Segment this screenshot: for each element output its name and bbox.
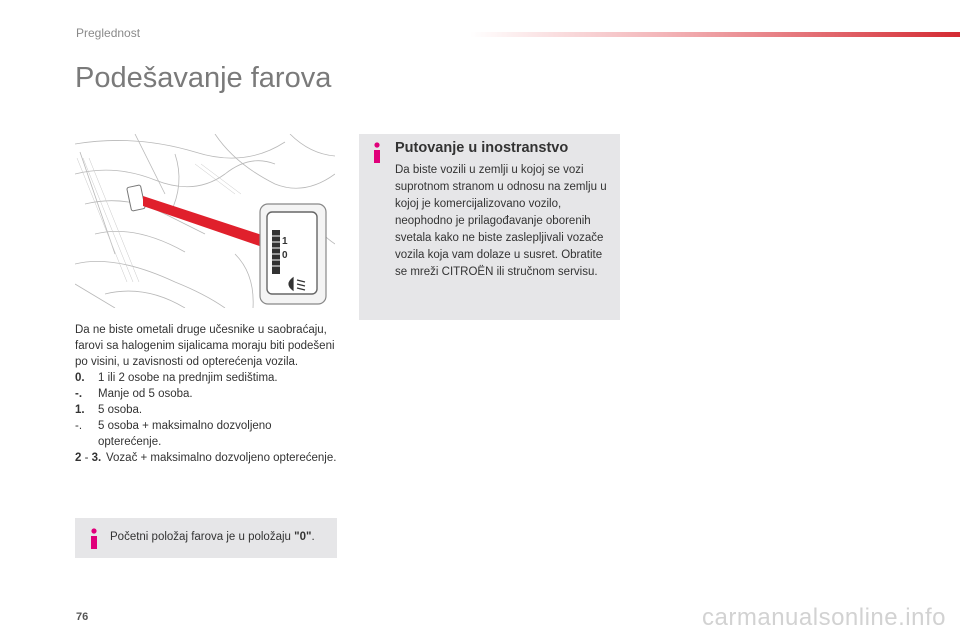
- item-text: 5 osoba.: [98, 404, 143, 416]
- item-text: Manje od 5 osoba.: [98, 388, 193, 400]
- item-text: 1 ili 2 osobe na prednjim sedištima.: [98, 372, 278, 384]
- list-item: [75, 450, 337, 466]
- watermark: carmanualsonline.info: [702, 604, 946, 631]
- item-key: -.: [75, 388, 83, 400]
- list-item: [75, 418, 337, 450]
- item-key: -.: [75, 420, 83, 432]
- sidebar-text: Da biste vozili u zemlji u kojoj se vozi suprotnom stranom u odnosu na zemlju u kojoj je komercijalizovano vozilo, neophodno je prilagođavanje oborenih svetala kako ne biste zaslepljivali vozače vozila koja vam dolaze u susret. Obratite se mreži CITROËN ili stručnom servisu.: [395, 164, 607, 278]
- item-key: [75, 450, 101, 466]
- list-item: [75, 370, 337, 386]
- note-text-value: "0": [294, 531, 312, 543]
- note-box: [75, 518, 337, 558]
- header-accent-bar: [470, 32, 960, 37]
- sidebar-title: Putovanje u inostranstvo: [395, 140, 569, 156]
- sidebar-box: [359, 134, 620, 320]
- headlamp-adjustment-illustration: [75, 134, 335, 308]
- item-text: Vozač + maksimalno dozvoljeno opterećenje.: [106, 452, 337, 464]
- section-label: Preglednost: [76, 26, 141, 40]
- note-text-suffix: .: [311, 531, 315, 543]
- item-key-b: 3.: [91, 452, 102, 464]
- page-title: Podešavanje farova: [75, 62, 332, 94]
- page-number: 76: [76, 611, 89, 623]
- note-text: [110, 531, 315, 543]
- item-text: 5 osoba + maksimalno dozvoljeno opterećenje.: [98, 420, 272, 448]
- info-icon: [371, 142, 383, 164]
- item-key: 0.: [75, 372, 85, 384]
- note-text-prefix: Početni položaj farova je u položaju: [110, 531, 295, 543]
- info-icon: [88, 528, 100, 550]
- intro-paragraph: Da ne biste ometali druge učesnike u saobraćaju, farovi sa halogenim sijalicama moraju biti podešeni po visini, u zavisnosti od opterećenja vozila.: [75, 324, 335, 368]
- item-key: 1.: [75, 404, 85, 416]
- item-key-sep: -: [81, 452, 92, 464]
- wheel-position-1: 1: [282, 236, 288, 247]
- item-key-a: 2: [75, 452, 82, 464]
- list-item: [75, 402, 337, 418]
- body-text: [75, 322, 337, 466]
- wheel-position-0: 0: [282, 250, 288, 261]
- list-item: [75, 386, 337, 402]
